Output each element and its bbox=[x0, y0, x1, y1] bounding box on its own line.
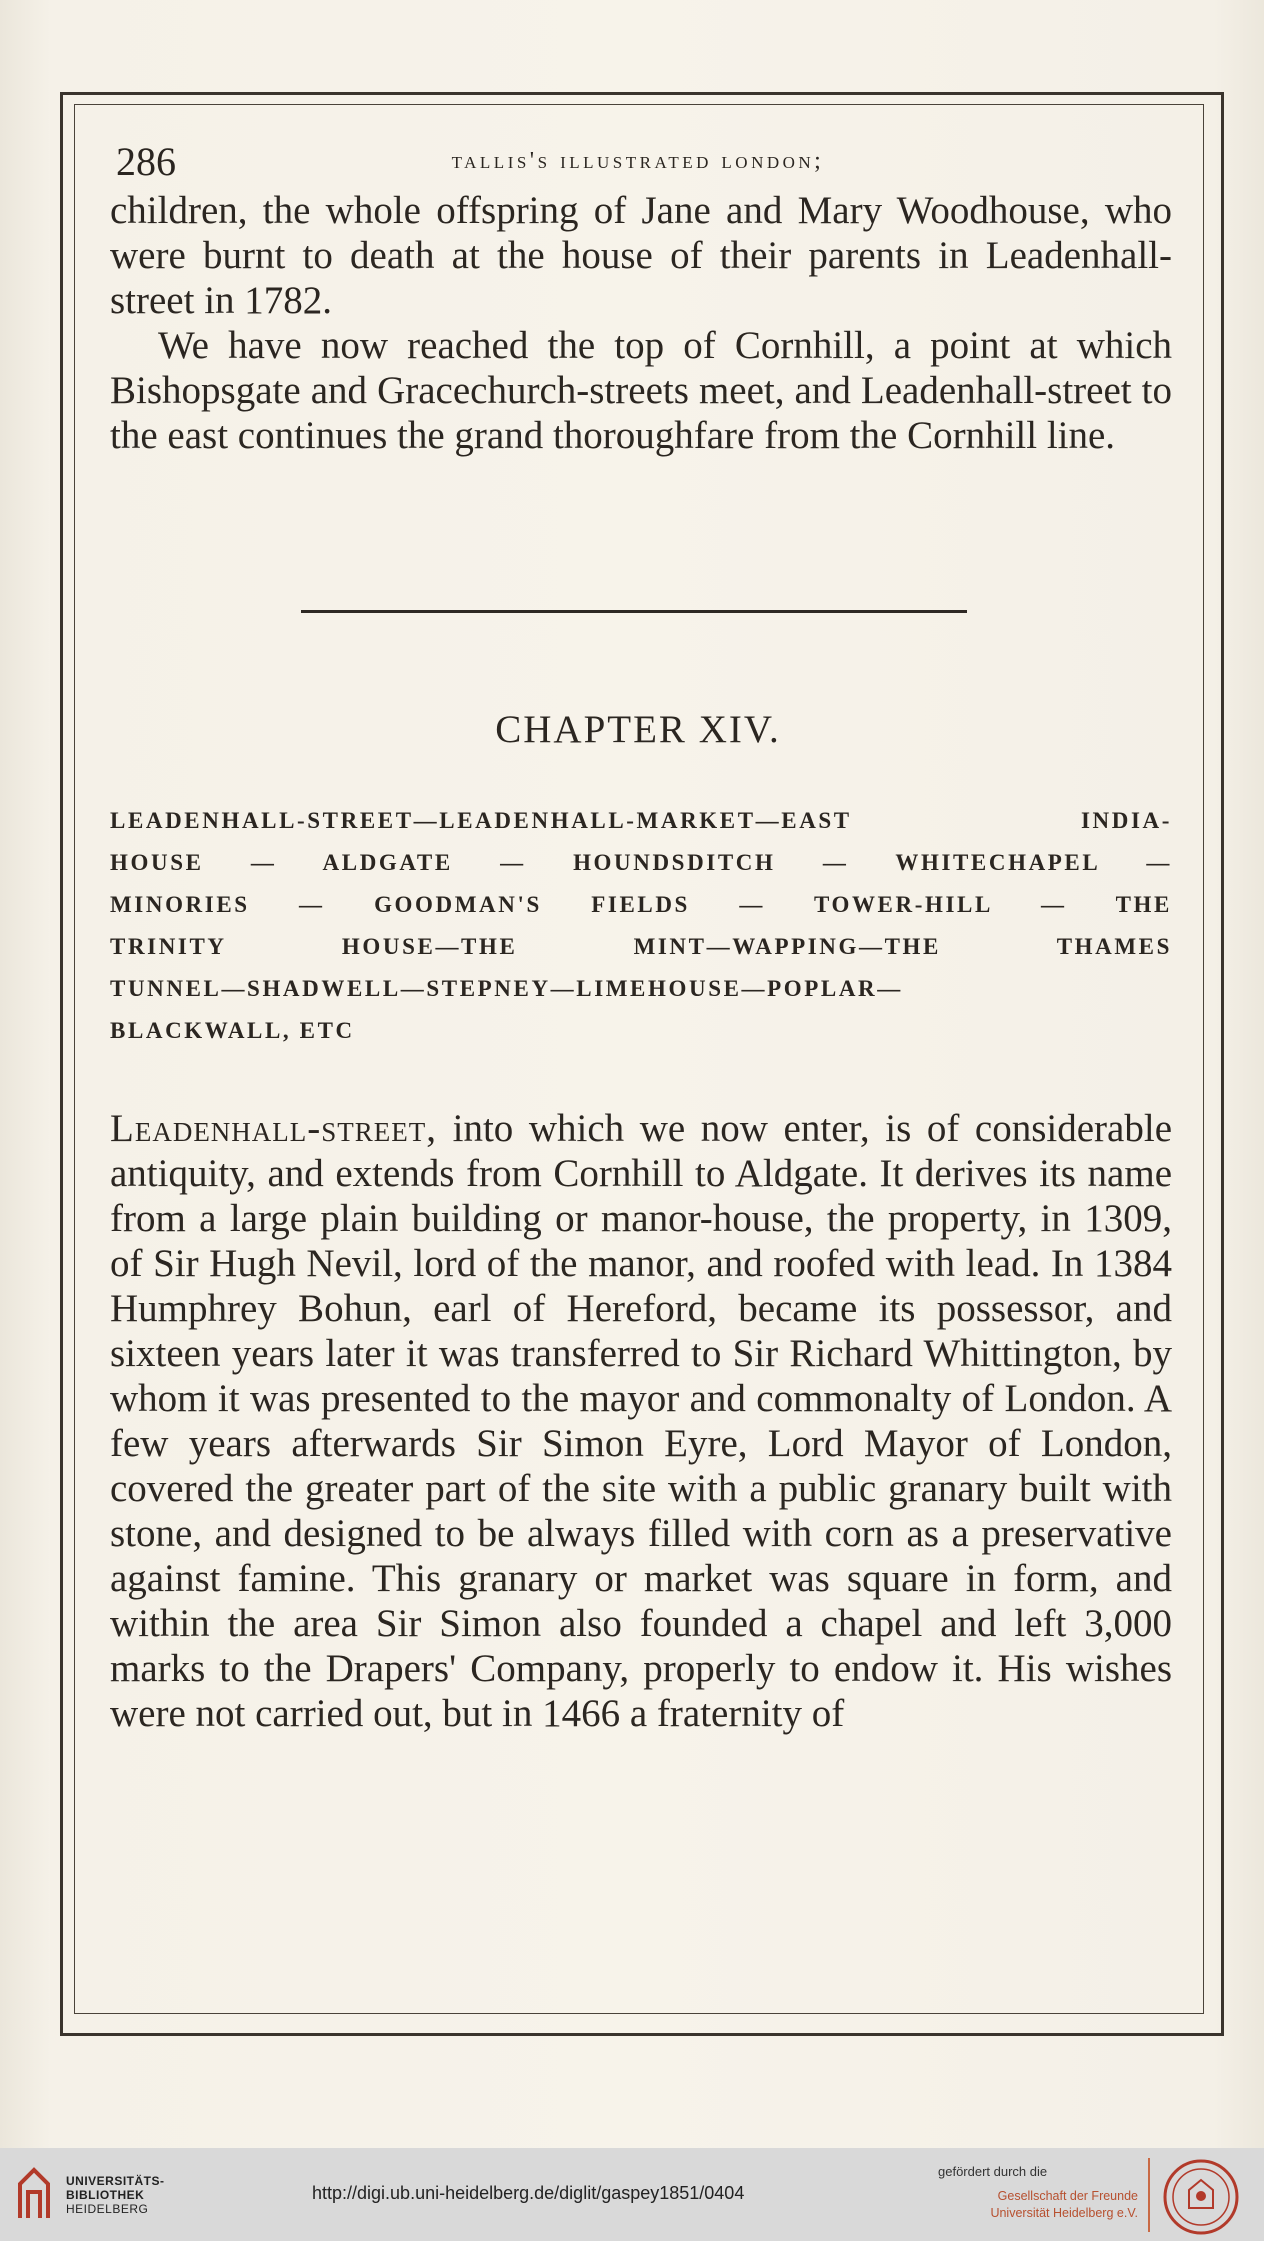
summary-line: LEADENHALL-STREET—LEADENHALL-MARKET—EAST INDIA- bbox=[110, 808, 1172, 833]
summary-line: BLACKWALL, ETC bbox=[110, 1018, 355, 1043]
library-name bbox=[66, 2174, 165, 2216]
body-text: into which we now enter, is of considerable antiquity, and extends from Cornhill to Aldgate. It derives its name from a large plain building or manor-house, the property, in 1309, of Sir Hugh Nevil, lord of the manor, and roofed with lead. In 1384 Humphrey Bohun, earl of Hereford, became its possessor, and sixteen years later it was transferred to Sir Richard Whittington, by whom it was presented to the mayor and commonalty of London. A few years afterwards Sir Simon Eyre, Lord Mayor of London, covered the greater part of the site with a public granary built with stone, and designed to be always filled with corn as a preservative against famine. This granary or market was square in form, and within the area Sir Simon also founded a chapel and left 3,000 marks to the Drapers' Company, properly to endow it. His wishes were not carried out, but in 1466 a fraternity of bbox=[110, 1107, 1172, 1735]
body-paragraph bbox=[92, 1106, 1184, 1736]
society-name-line2: Universität Heidelberg e.V. bbox=[990, 2206, 1138, 2220]
summary-line: MINORIES — GOODMAN'S FIELDS — TOWER-HILL — THE bbox=[110, 892, 1172, 917]
library-name-line3: HEIDELBERG bbox=[66, 2202, 149, 2216]
page-content bbox=[92, 118, 1184, 1736]
footer-divider bbox=[1148, 2158, 1150, 2232]
page-number: 286 bbox=[116, 139, 176, 184]
chapter-title: CHAPTER XIV. bbox=[495, 708, 781, 751]
paragraph-cornhill: We have now reached the top of Cornhill, a point at which Bishopsgate and Gracechurch-streets meet, and Leadenhall-street to the east continues the grand thoroughfare from the Cornhill line. bbox=[110, 324, 1172, 457]
library-name-line1: UNIVERSITÄTS- bbox=[66, 2174, 165, 2188]
lead-word: Leadenhall-street, bbox=[110, 1107, 438, 1150]
summary-line: HOUSE — ALDGATE — HOUNDSDITCH — WHITECHAPEL — bbox=[110, 850, 1172, 875]
running-title: tallis's illustrated london; bbox=[451, 148, 825, 174]
society-name bbox=[960, 2188, 1138, 2222]
funded-by-label: gefördert durch die bbox=[938, 2164, 1048, 2179]
footer-bar bbox=[0, 2148, 1264, 2241]
library-name-line2: BIBLIOTHEK bbox=[66, 2188, 145, 2202]
library-logo-icon bbox=[14, 2166, 54, 2222]
university-seal-icon bbox=[1162, 2158, 1240, 2236]
section-rule bbox=[301, 610, 967, 613]
chapter-summary bbox=[92, 800, 1184, 1052]
summary-line: TUNNEL—SHADWELL—STEPNEY—LIMEHOUSE—POPLAR— bbox=[110, 976, 903, 1001]
source-url-link[interactable]: http://digi.ub.uni-heidelberg.de/diglit/gaspey1851/0404 bbox=[312, 2183, 745, 2203]
continuation-paragraph: children, the whole offspring of Jane and Mary Woodhouse, who were burnt to death at the house of their parents in Leadenhall-street in 1782. bbox=[110, 189, 1172, 322]
society-name-line1: Gesellschaft der Freunde bbox=[997, 2189, 1138, 2203]
running-head bbox=[92, 118, 1184, 184]
summary-line: TRINITY HOUSE—THE MINT—WAPPING—THE THAMES bbox=[110, 934, 1172, 959]
